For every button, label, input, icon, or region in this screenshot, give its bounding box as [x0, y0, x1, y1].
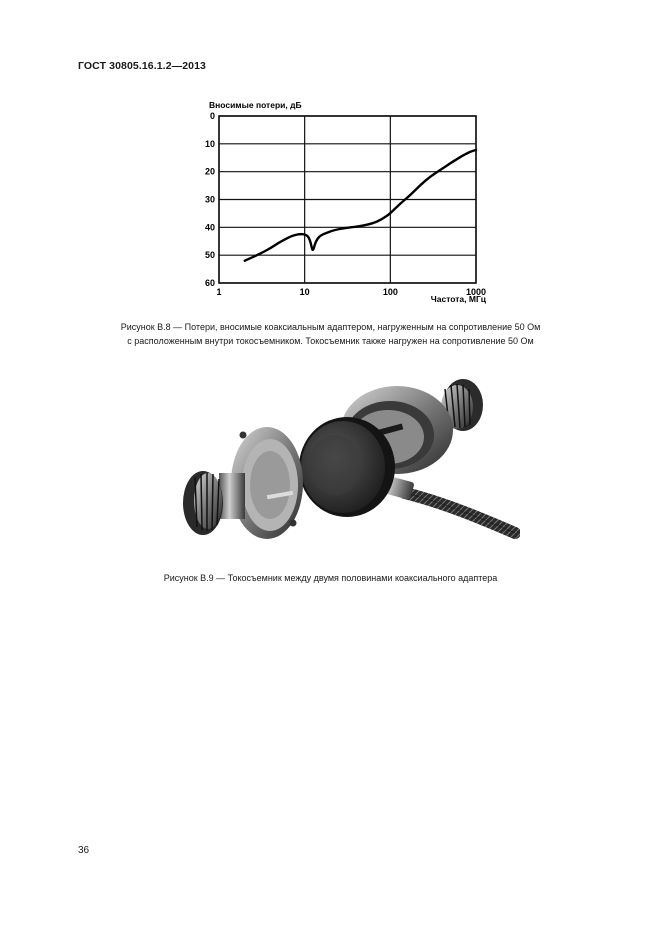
figure-b8-caption-line2: с расположенным внутри токосъемником. Токосъемник также нагружен на сопротивление 50 Ом	[127, 336, 534, 346]
x-tick-label: 1	[216, 287, 222, 297]
chart-grid	[219, 116, 476, 283]
figure-b8-caption-line1: Рисунок В.8 — Потери, вносимые коаксиальным адаптером, нагруженным на сопротивление 50 Ом	[120, 322, 541, 332]
y-tick-label: 50	[204, 250, 215, 261]
y-axis-label: Вносимые потери, дБ	[209, 100, 302, 110]
y-tick-label: 20	[204, 166, 215, 177]
document-header: ГОСТ 30805.16.1.2—2013	[78, 60, 206, 72]
series-line-insertion-loss	[245, 150, 476, 261]
chart-series	[245, 150, 476, 261]
page-number: 36	[78, 845, 90, 856]
y-tick-label: 10	[204, 138, 215, 149]
figure-b8-caption	[0, 320, 661, 348]
x-tick-label: 10	[299, 287, 310, 297]
x-tick-label: 1000	[465, 287, 487, 297]
y-tick-label: 40	[204, 222, 215, 233]
insertion-loss-chart	[0, 0, 661, 315]
x-axis-label: Частота, МГц	[430, 294, 486, 304]
chart-axes	[205, 100, 487, 304]
current-probe-photo	[175, 375, 520, 560]
x-tick-label: 100	[382, 287, 398, 297]
y-tick-label: 60	[204, 278, 215, 288]
figure-b9-caption: Рисунок В.9 — Токосъемник между двумя половинами коаксиального адаптера	[163, 573, 498, 583]
y-tick-label: 30	[204, 194, 215, 205]
y-tick-label: 0	[209, 111, 215, 121]
